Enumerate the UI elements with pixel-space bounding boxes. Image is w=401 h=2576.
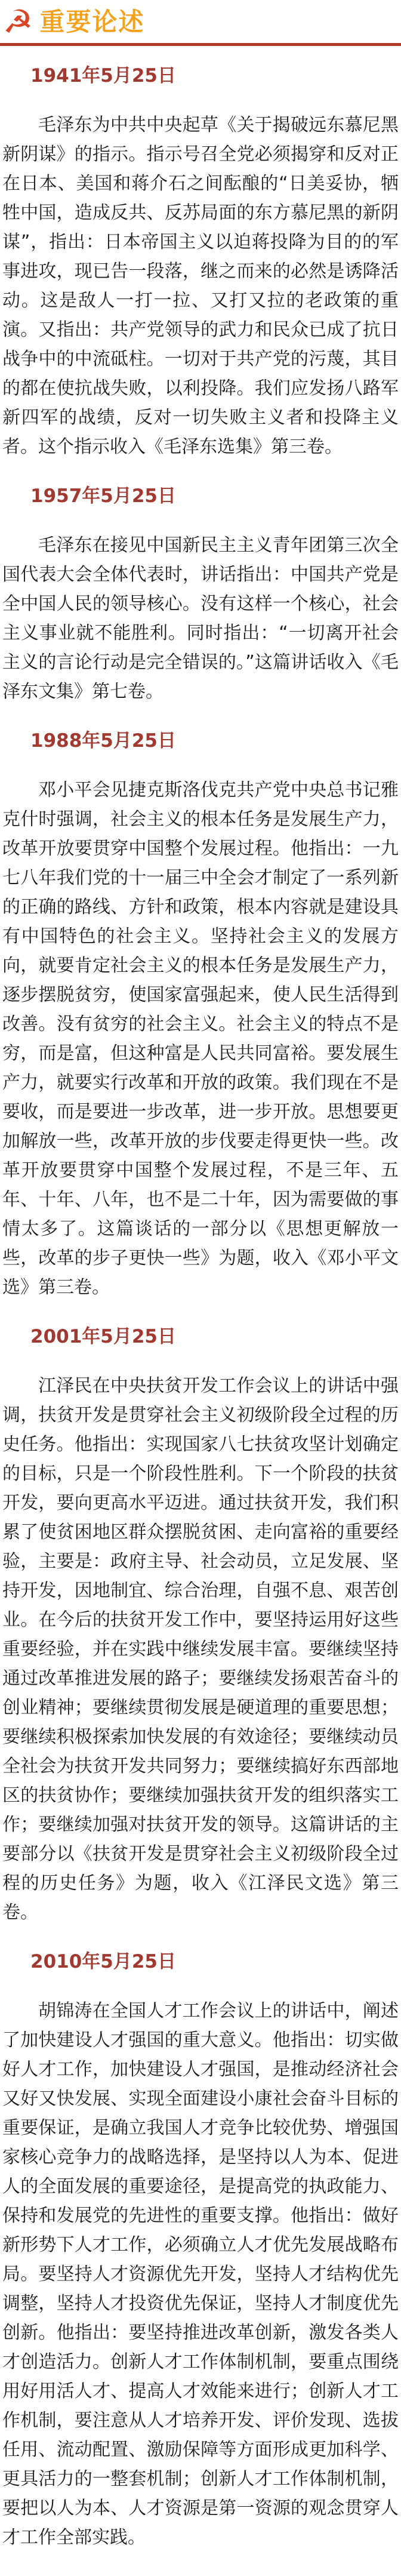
date-heading: 1988年5月25日: [30, 730, 176, 752]
section-1957: [0, 485, 401, 706]
section-1941: [0, 65, 401, 461]
date-heading: 1957年5月25日: [30, 485, 176, 507]
section-paragraph: 邓小平会见捷克斯洛伐克共产党中央总书记雅克什时强调，社会主义的根本任务是发展生产力，改革开放要贯穿中国整个发展过程。他指出：一九七八年我们党的十一届三中全会才制定了一系列新的正确的路线、方针和政策，根本内容就是建设具有中国特色的社会主义。坚持社会主义的发展方向，就要肯定社会主义的根本任务是发展生产力，逐步摆脱贫穷，使国家富强起来，使人民生活得到改善。没有贫穷的社会主义。社会主义的特点不是穷，而是富，但这种富是人民共同富裕。要发展生产力，就要实行改革和开放的政策。我们现在不是要收，而是要进一步改革，进一步开放。思想要更加解放一些，改革开放的步伐要走得更快一些。改革开放要贯穿中国整个发展过程，不是三年、五年、十年、八年，也不是二十年，因为需要做的事情太多了。这篇谈话的一部分以《思想更解放一些，改革的步子更快一些》为题，收入《邓小平文选》第三卷。: [2, 780, 399, 1298]
date-heading: 1941年5月25日: [30, 65, 176, 87]
date-heading: 2001年5月25日: [30, 1326, 176, 1347]
date-heading: 2010年5月25日: [30, 1951, 176, 1972]
section-paragraph: 毛泽东为中共中央起草《关于揭破远东慕尼黑新阴谋》的指示。指示号召全党必须揭穿和反对正在日本、美国和蒋介石之间酝酿的“日美妥协，牺牲中国，造成反共、反苏局面的东方慕尼黑的新阴谋”，指出：日本帝国主义以迫蒋投降为目的的军事进攻，现已告一段落，继之而来的必然是诱降活动。这是敌人一打一拉、又打又拉的老政策的重演。又指出：共产党领导的武力和民众已成了抗日战争中的中流砥柱。一切对于共产党的污蔑，其目的都在使抗战失败，以利投降。我们应发扬八路军新四军的战绩，反对一切失败主义者和投降主义者。这个指示收入《毛泽东选集》第三卷。: [2, 115, 399, 457]
section-paragraph: 江泽民在中央扶贫开发工作会议上的讲话中强调，扶贫开发是贯穿社会主义初级阶段全过程的历史任务。他指出：实现国家八七扶贫攻坚计划确定的目标，只是一个阶段性胜利。下一个阶段的扶贫开发，要向更高水平迈进。通过扶贫开发，我们积累了使贫困地区群众摆脱贫困、走向富裕的重要经验，主要是：政府主导、社会动员，立足发展、坚持开发，因地制宜、综合治理，自强不息、艰苦创业。在今后的扶贫开发工作中，要坚持运用好这些重要经验，并在实践中继续发展丰富。要继续坚持通过改革推进发展的路子；要继续发扬艰苦奋斗的创业精神；要继续贯彻发展是硬道理的重要思想；要继续积极探索加快发展的有效途径；要继续动员全社会为扶贫开发共同努力；要继续搞好东西部地区的扶贫协作；要继续加强扶贫开发的组织落实工作；要继续加强对扶贫开发的领导。这篇讲话的主要部分以《扶贫开发是贯穿社会主义初级阶段全过程的历史任务》为题，收入《江泽民文选》第三卷。: [2, 1375, 399, 1923]
page-title: 重要论述: [39, 7, 145, 36]
page-header: [0, 0, 401, 41]
section-paragraph: 胡锦涛在全国人才工作会议上的讲话中，阐述了加快建设人才强国的重大意义。他指出：切实做好人才工作，加快建设人才强国，是推动经济社会又好又快发展、实现全面建设小康社会奋斗目标的重要保证，是确立我国人才竞争比较优势、增强国家核心竞争力的战略选择，是坚持以人为本、促进人的全面发展的重要途径，是提高党的执政能力、保持和发展党的先进性的重要支撑。他指出：做好新形势下人才工作，必须确立人才优先发展战略布局。要坚持人才资源优先开发，坚持人才结构优先调整，坚持人才投资优先保证，坚持人才制度优先创新。他指出：要坚持推进改革创新，激发各类人才创造活力。创新人才工作体制机制，要重点围绕用好用活人才、提高人才效能来进行；创新人才工作机制，要注意从人才培养开发、评价发现、选拔任用、流动配置、激励保障等方面形成更加科学、更具活力的一整套机制；创新人才工作体制机制，要把以人为本、人才资源是第一资源的观念贯穿人才工作全部实践。: [2, 2001, 399, 2548]
section-2001: [0, 1326, 401, 1927]
header-divider: [0, 43, 401, 46]
party-emblem-icon: ☭: [2, 3, 33, 41]
section-paragraph: 毛泽东在接见中国新民主主义青年团第三次全国代表大会全体代表时，讲话指出：中国共产党是全中国人民的领导核心。没有这样一个核心，社会主义事业就不能胜利。同时指出：“一切离开社会主义的言论行动是完全错误的。”这篇讲话收入《毛泽东文集》第七卷。: [2, 535, 399, 702]
section-1988: [0, 730, 401, 1302]
section-2010: [0, 1951, 401, 2552]
